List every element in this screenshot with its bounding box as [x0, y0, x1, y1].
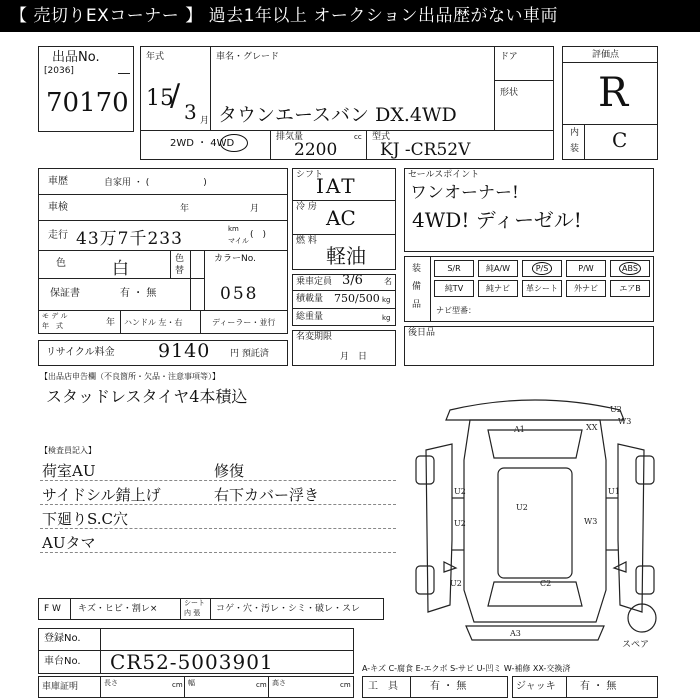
drive-label: 2WD ・ 4WD	[170, 138, 235, 149]
fw-label: F W	[44, 604, 61, 614]
size-divider-1	[100, 676, 101, 698]
car-name-value: タウンエースバン DX.4WD	[218, 104, 457, 126]
equip-label-divider	[430, 256, 431, 322]
registration-label: 登録No.	[44, 633, 81, 644]
size-height: 高さ	[272, 679, 286, 687]
disp-divider	[366, 130, 367, 160]
rating-line-2	[562, 124, 658, 125]
after-market-box	[404, 326, 654, 366]
size-cert-label: 車庫証明	[42, 682, 79, 692]
mark-u2-right: U1	[608, 487, 620, 496]
tools-divider	[410, 676, 411, 698]
seat-options: コゲ・穴・汚レ・シミ・破レ・スレ	[216, 604, 361, 614]
door-shape-line	[494, 80, 554, 81]
sheet-header: 【 売切りEXコーナー 】 過去1年以上 オークション出品歴がない車両	[0, 0, 700, 32]
sales-point-line1: ワンオーナー!	[410, 183, 519, 203]
size-divider-3	[268, 676, 269, 698]
inspector-label: 【検査員記入】	[40, 446, 96, 455]
year-divider	[210, 46, 211, 130]
hist-line-3	[38, 250, 288, 251]
drive-divider	[270, 130, 271, 160]
sales-point-label: セールスポイント	[408, 170, 480, 180]
mark-c2: U2	[450, 579, 462, 588]
load-label: 積載量	[296, 294, 324, 304]
interior-value: C	[612, 128, 628, 152]
equip-leather: 革シート	[522, 280, 562, 297]
ac-label: 冷 房	[296, 202, 317, 212]
seat-label-1: シート	[184, 599, 205, 607]
jack-label: ジャッキ	[516, 681, 556, 692]
chassis-label: 車台No.	[44, 656, 81, 667]
mileage-value: 43万7千233	[76, 229, 183, 249]
cap-line-2	[292, 308, 396, 309]
spec-line-2	[292, 234, 396, 235]
equip-ps	[522, 260, 562, 277]
inspector-note-4: AUタマ	[42, 534, 96, 552]
interior-label-1: 内	[570, 128, 580, 138]
warranty-label: 保証書	[50, 288, 80, 299]
model-label: 型式	[372, 132, 391, 142]
lot-code: [2036]	[44, 66, 74, 76]
color-no-divider	[204, 250, 205, 310]
weight-unit: kg	[382, 314, 391, 322]
model-year-unit: 年	[106, 318, 116, 328]
interior-divider	[584, 124, 585, 160]
defects-divider-2	[180, 598, 181, 620]
shaken-year: 年	[180, 204, 190, 214]
defects-divider-1	[70, 598, 71, 620]
mileage-paren: ( )	[250, 230, 267, 240]
inspector-rule-4	[40, 552, 396, 553]
inspector-rule-2	[40, 504, 396, 505]
recycle-unit: 円 預託済	[230, 349, 269, 359]
rating-value: R	[598, 70, 629, 116]
disp-value: 2200	[294, 140, 338, 160]
mark-u2-left2: U2	[454, 519, 466, 528]
interior-label-2: 装	[570, 144, 580, 154]
mileage-unit-km: km	[228, 225, 239, 233]
color-no-value: 058	[220, 284, 259, 304]
reki-label: 車歴	[48, 176, 68, 187]
equip-ps-label: P/S	[532, 262, 553, 275]
color-divider	[170, 250, 171, 278]
hist-line-1	[38, 194, 288, 195]
year-value: 15	[146, 86, 174, 111]
model-year-divider	[120, 310, 121, 334]
lot-number: 70170	[46, 88, 129, 118]
rating-label: 評価点	[592, 50, 620, 60]
handle-divider	[200, 310, 201, 334]
tools-label: 工 具	[368, 681, 398, 692]
drive-4wd-circle	[220, 134, 248, 152]
chassis-value: CR52-5003901	[110, 650, 274, 674]
inspector-note-5: 修復	[214, 462, 245, 480]
mileage-unit-mile: マイル	[228, 237, 249, 245]
tools-options: 有 ・ 無	[430, 681, 467, 692]
size-width: 幅	[188, 679, 195, 687]
disp-label: 排気量	[276, 132, 304, 142]
equip-navi: 純ナビ	[478, 280, 518, 297]
mark-w3-bottom: C2	[540, 579, 552, 588]
lot-underline	[118, 73, 130, 74]
color-change-divider	[190, 250, 191, 310]
equip-pw: P/W	[566, 260, 606, 277]
equip-airbag: エアB	[610, 280, 650, 297]
inspector-note-2: サイドシル錆上げ	[42, 486, 161, 504]
hist-line-5	[38, 310, 288, 311]
inspector-rule-3	[40, 528, 396, 529]
color-change-1: 色	[175, 254, 185, 264]
seats-label: 乗車定員	[296, 277, 333, 287]
size-divider-2	[184, 676, 185, 698]
spec-line-1	[292, 200, 396, 201]
year-label: 年式	[146, 52, 165, 62]
model-value: KJ -CR52V	[380, 140, 471, 160]
month-value: 3	[184, 100, 197, 124]
mark-w3-top: W3	[618, 417, 632, 426]
equip-label-2: 備	[412, 282, 422, 292]
equip-label-3: 品	[412, 300, 422, 310]
car-info-midline	[140, 130, 554, 131]
shape-label: 形状	[500, 88, 519, 98]
door-label: ドア	[500, 52, 518, 62]
fuel-value: 軽油	[326, 244, 366, 268]
year-slash: /	[170, 78, 181, 113]
rating-line-1	[562, 62, 658, 63]
spare-label: スペア	[622, 640, 650, 650]
model-year-label-1: モ デ ル	[42, 312, 68, 320]
equip-abs-label: ABS	[619, 262, 641, 275]
size-height-unit: cm	[340, 681, 351, 689]
door-divider	[494, 46, 495, 130]
equip-tv: 純TV	[434, 280, 474, 297]
mark-a1: A1	[514, 425, 525, 434]
inspector-note-6: 右下カバー浮き	[214, 486, 320, 504]
shaken-label: 車検	[48, 202, 68, 213]
inspector-note-1: 荷室AU	[42, 462, 96, 480]
warranty-options: 有 ・ 無	[120, 288, 157, 299]
load-unit: kg	[382, 296, 391, 304]
notice-text: スタッドレスタイヤ4本積込	[46, 387, 248, 406]
notice-label: 【出品店申告欄（不良箇所・欠品・注意事項等）】	[40, 372, 220, 381]
mark-u2-left: U2	[454, 487, 466, 496]
car-name-label: 車名・グレード	[216, 52, 280, 62]
recycle-label: リサイクル料金	[46, 347, 115, 358]
color-value: 白	[112, 259, 129, 279]
color-change-2: 替	[175, 266, 185, 276]
month-unit: 月	[200, 116, 210, 126]
defects-divider-3	[210, 598, 211, 620]
name-change-unit: 月 日	[340, 352, 368, 362]
damage-legend: A-キズ C-腐食 E-エクボ S-サビ U-凹ミ W-補修 XX-交換済	[362, 664, 571, 673]
inspector-rule-1	[40, 480, 396, 481]
vehicle-damage-diagram	[410, 390, 660, 650]
color-label: 色	[56, 258, 66, 269]
sales-point-line2: 4WD! ディーゼル!	[412, 208, 582, 232]
recycle-value: 9140	[158, 340, 211, 362]
size-width-unit: cm	[256, 681, 267, 689]
shift-label: シフト	[296, 170, 324, 180]
lot-label: 出品No.	[52, 50, 100, 65]
reg-divider	[100, 628, 101, 674]
mark-u1: W3	[584, 517, 598, 526]
fuel-label: 燃 料	[296, 236, 317, 246]
fw-options: キズ・ヒビ・割レ×	[78, 604, 158, 614]
navi-model-label: ナビ型番：	[436, 306, 476, 315]
name-change-label: 名変期限	[296, 332, 333, 342]
seats-unit: 名	[384, 277, 392, 286]
jack-divider	[566, 676, 567, 698]
mark-xx: XX	[586, 423, 598, 432]
size-cert-box	[38, 676, 354, 698]
reki-options: 自家用 ・ ( )	[104, 178, 207, 188]
dealer-label: ディーラー・並行	[212, 318, 276, 327]
cap-line-1	[292, 290, 396, 291]
mileage-label: 走行	[48, 230, 68, 241]
shift-value: IAT	[316, 174, 357, 198]
model-year-label-2: 年 式	[42, 322, 63, 330]
equip-ext-navi: 外ナビ	[566, 280, 606, 297]
equip-aw: 純A/W	[478, 260, 518, 277]
seats-value: 3/6	[342, 273, 363, 288]
jack-options: 有 ・ 無	[580, 681, 617, 692]
load-value: 750/500	[334, 292, 380, 305]
mark-u2-center: U2	[516, 503, 528, 512]
equip-label-1: 装	[412, 264, 422, 274]
after-market-label: 後日品	[408, 328, 436, 338]
ac-value: AC	[326, 206, 356, 230]
inspector-note-3: 下廻りS.C穴	[42, 510, 128, 528]
color-no-label: カラーNo.	[214, 254, 256, 264]
mark-a3: A3	[510, 629, 521, 638]
handle-label: ハンドル 左・右	[124, 318, 183, 327]
equip-sr: S/R	[434, 260, 474, 277]
size-length: 長さ	[104, 679, 118, 687]
hist-line-2	[38, 220, 288, 221]
mark-u2-top: U2	[610, 405, 622, 414]
seat-label-2: 内 張	[184, 609, 201, 617]
disp-unit: cc	[354, 133, 362, 141]
equip-abs	[610, 260, 650, 277]
size-length-unit: cm	[172, 681, 183, 689]
shaken-month: 月	[250, 204, 260, 214]
weight-label: 総重量	[296, 312, 324, 322]
